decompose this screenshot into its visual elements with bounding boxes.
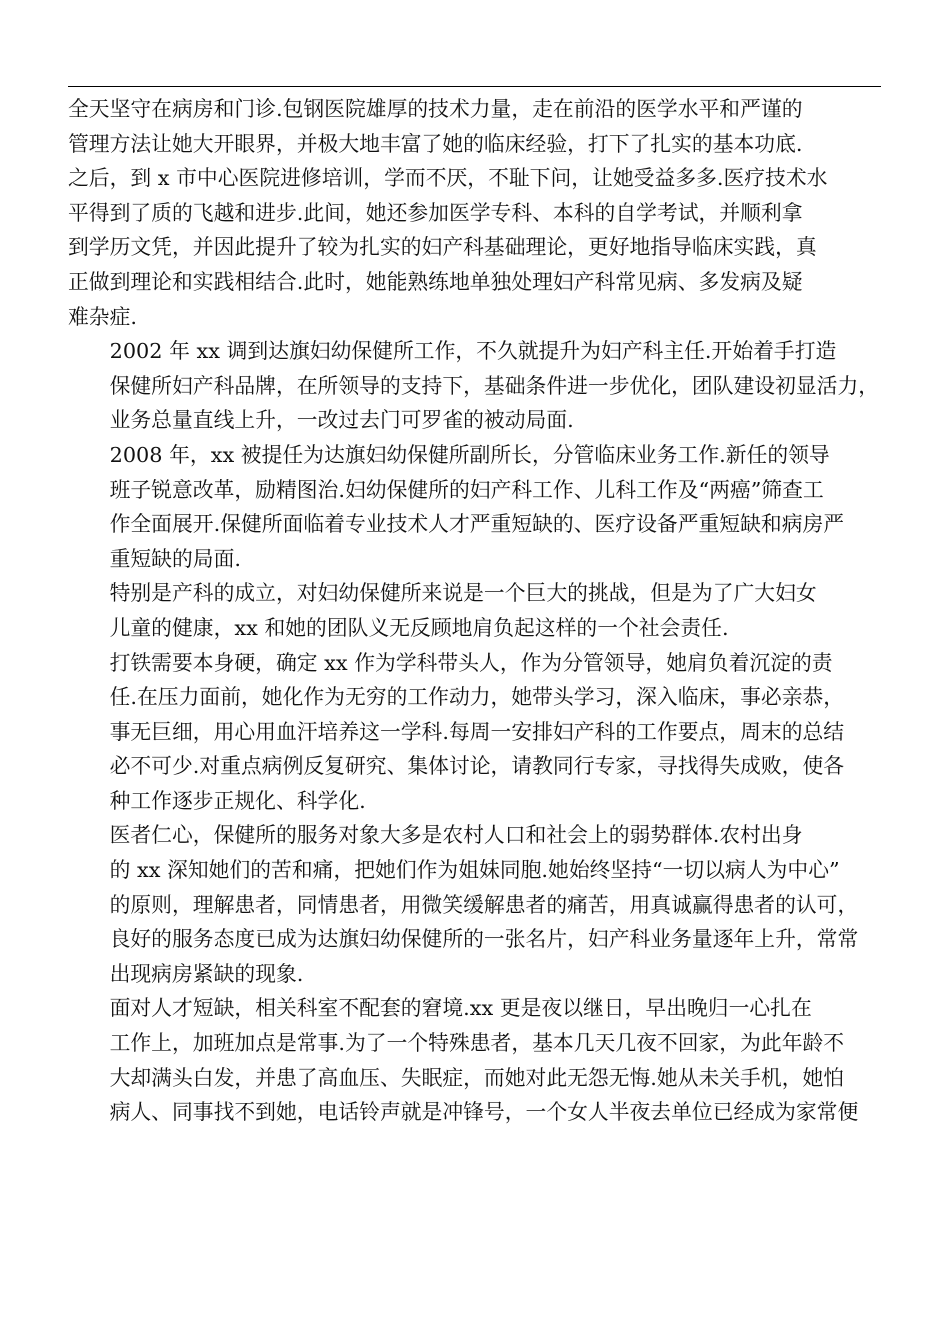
text-line: 2008 年，xx 被提任为达旗妇幼保健所副所长，分管临床业务工作.新任的领导	[109, 442, 830, 467]
text-line: 任.在压力面前，她化作为无穷的工作动力，她带头学习，深入临床，事必亲恭，	[109, 685, 845, 710]
text-line: 必不可少.对重点病例反复研究、集体讨论，请教同行专家，寻找得失成败，使各	[109, 754, 845, 779]
text-line: 病人、同事找不到她，电话铃声就是冲锋号，一个女人半夜去单位已经成为家常便	[109, 1100, 859, 1125]
paragraph	[68, 576, 888, 645]
text-line: 保健所妇产科品牌，在所领导的支持下，基础条件进一步优化，团队建设初显活力，	[109, 373, 880, 398]
paragraph	[68, 991, 888, 1129]
text-line: 业务总量直线上升，一改过去门可罗雀的被动局面.	[109, 408, 574, 433]
paragraph	[68, 646, 888, 819]
text-line: 特别是产科的成立，对妇幼保健所来说是一个巨大的挑战，但是为了广大妇女	[109, 581, 817, 606]
paragraph	[68, 92, 888, 334]
text-line: 工作上，加班加点是常事.为了一个特殊患者，基本几天几夜不回家，为此年龄不	[109, 1031, 845, 1056]
text-line: 管理方法让她大开眼界，并极大地丰富了她的临床经验，打下了扎实的基本功底.	[68, 131, 803, 156]
text-line: 重短缺的局面.	[109, 546, 241, 571]
text-line: 大却满头白发，并患了高血压、失眠症，而她对此无怨无悔.她从未关手机，她怕	[109, 1065, 845, 1090]
text-line: 良好的服务态度已成为达旗妇幼保健所的一张名片，妇产科业务量逐年上升，常常	[109, 927, 859, 952]
text-line: 的原则，理解患者，同情患者，用微笑缓解患者的痛苦，用真诚赢得患者的认可，	[109, 892, 859, 917]
text-line: 全天坚守在病房和门诊.包钢医院雄厚的技术力量，走在前沿的医学水平和严谨的	[68, 97, 803, 121]
text-line: 之后，到 x 市中心医院进修培训，学而不厌，不耻下问，让她受益多多.医疗技术水	[68, 166, 828, 191]
header-rule	[68, 86, 881, 87]
document-body	[68, 92, 888, 1130]
text-line: 打铁需要本身硬，确定 xx 作为学科带头人，作为分管领导，她肩负着沉淀的责	[109, 650, 833, 675]
text-line: 儿童的健康，xx 和她的团队义无反顾地肩负起这样的一个社会责任.	[109, 615, 729, 640]
paragraph	[68, 438, 888, 576]
text-line: 班子锐意改革，励精图治.妇幼保健所的妇产科工作、儿科工作及“两癌”筛查工	[109, 477, 824, 502]
text-line: 难杂症.	[68, 304, 138, 329]
text-line: 医者仁心，保健所的服务对象大多是农村人口和社会上的弱势群体.农村出身	[109, 823, 803, 848]
text-line: 2002 年 xx 调到达旗妇幼保健所工作，不久就提升为妇产科主任.开始着手打造	[109, 339, 837, 364]
paragraph	[68, 818, 888, 991]
text-line: 的 xx 深知她们的苦和痛，把她们作为姐妹同胞.她始终坚持“一切以病人为中心”	[109, 858, 840, 883]
text-line: 出现病房紧缺的现象.	[109, 961, 304, 986]
text-line: 到学历文凭，并因此提升了较为扎实的妇产科基础理论，更好地指导临床实践，真	[68, 235, 817, 260]
text-line: 种工作逐步正规化、科学化.	[109, 788, 366, 813]
text-line: 事无巨细，用心用血汗培养这一学科.每周一安排妇产科的工作要点，周末的总结	[109, 719, 845, 744]
text-line: 面对人才短缺，相关科室不配套的窘境.xx 更是夜以继日，早出晚归一心扎在	[109, 996, 812, 1021]
text-line: 作全面展开.保健所面临着专业技术人才严重短缺的、医疗设备严重短缺和病房严	[109, 512, 845, 537]
text-line: 平得到了质的飞越和进步.此间，她还参加医学专科、本科的自学考试，并顺利拿	[68, 200, 803, 225]
paragraph	[68, 334, 888, 438]
text-line: 正做到理论和实践相结合.此时，她能熟练地单独处理妇产科常见病、多发病及疑	[68, 269, 803, 294]
